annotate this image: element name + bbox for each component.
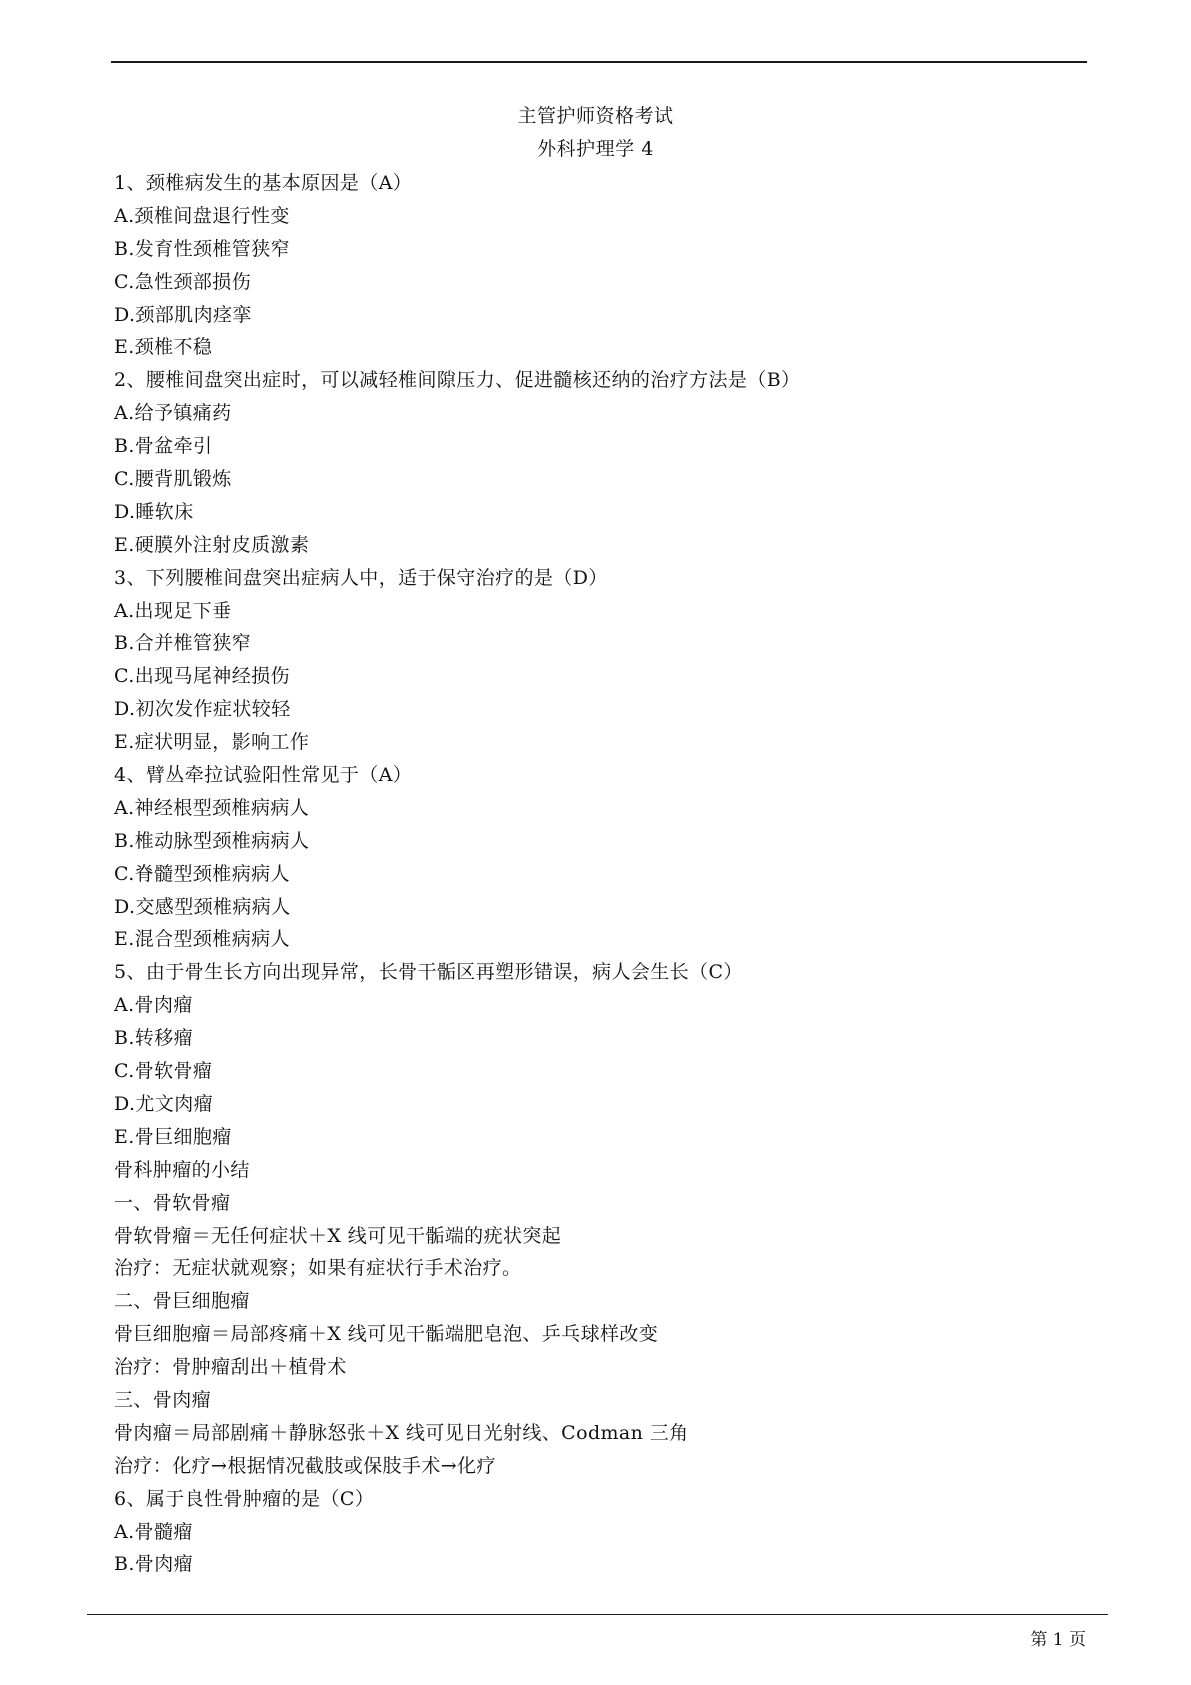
option-line: A.神经根型颈椎病病人 (114, 796, 310, 819)
text-line: 骨科肿瘤的小结 (114, 1158, 250, 1181)
option-line: C.骨软骨瘤 (114, 1060, 213, 1083)
option-line: A.颈椎间盘退行性变 (114, 204, 290, 227)
question-line: 6、属于良性骨肿瘤的是（C） (114, 1487, 375, 1510)
option-line: C.腰背肌锻炼 (114, 468, 232, 491)
option-line: C.出现马尾神经损伤 (114, 665, 290, 688)
treatment-line: 治疗：无症状就观察；如果有症状行手术治疗。 (114, 1257, 522, 1280)
treatment-line: 治疗：骨肿瘤刮出＋植骨术 (114, 1356, 347, 1379)
option-line: E.混合型颈椎病病人 (114, 928, 290, 951)
option-line: B.骨肉瘤 (114, 1553, 194, 1576)
option-line: B.合并椎管狭窄 (114, 632, 252, 655)
option-line: D.睡软床 (114, 500, 194, 523)
option-line: A.骨肉瘤 (114, 994, 193, 1017)
option-line: B.转移瘤 (114, 1027, 194, 1050)
option-line: E.硬膜外注射皮质激素 (114, 533, 310, 556)
section-heading: 三、骨肉瘤 (114, 1388, 212, 1411)
treatment-line: 治疗：化疗→根据情况截肢或保肢手术→化疗 (114, 1454, 496, 1477)
option-line: E.症状明显，影响工作 (114, 731, 310, 754)
option-line: D.尤文肉瘤 (114, 1092, 213, 1115)
header-rule (111, 61, 1087, 63)
option-line: B.椎动脉型颈椎病病人 (114, 829, 310, 852)
footer-rule (87, 1614, 1108, 1615)
option-line: B.骨盆牵引 (114, 435, 213, 458)
option-line: D.交感型颈椎病病人 (114, 895, 291, 918)
option-line: A.给予镇痛药 (114, 402, 232, 425)
document-title: 主管护师资格考试 (517, 105, 674, 127)
text-line: 骨软骨瘤＝无任何症状＋X 线可见干骺端的疣状突起 (114, 1224, 562, 1247)
page-number: 第 1 页 (1030, 1630, 1086, 1650)
text-line: 骨巨细胞瘤＝局部疼痛＋X 线可见干骺端肥皂泡、乒乓球样改变 (114, 1323, 659, 1346)
option-line: E.骨巨细胞瘤 (114, 1125, 232, 1148)
section-heading: 一、骨软骨瘤 (114, 1191, 231, 1214)
question-line: 4、臂丛牵拉试验阳性常见于（A） (114, 764, 413, 787)
option-line: E.颈椎不稳 (114, 336, 213, 359)
option-line: C.脊髓型颈椎病病人 (114, 862, 290, 885)
option-line: A.出现足下垂 (114, 599, 232, 622)
option-line: D.颈部肌肉痉挛 (114, 303, 252, 326)
section-heading: 二、骨巨细胞瘤 (114, 1290, 250, 1313)
document-body (114, 167, 1074, 1581)
option-line: A.骨髓瘤 (114, 1520, 193, 1543)
option-line: C.急性颈部损伤 (114, 270, 252, 293)
question-line: 3、下列腰椎间盘突出症病人中，适于保守治疗的是（D） (114, 566, 608, 589)
text-line: 骨肉瘤＝局部剧痛＋静脉怒张＋X 线可见日光射线、Codman 三角 (114, 1421, 689, 1444)
option-line: B.发育性颈椎管狭窄 (114, 237, 291, 260)
question-line: 5、由于骨生长方向出现异常，长骨干骺区再塑形错误，病人会生长（C） (114, 961, 743, 984)
option-line: D.初次发作症状较轻 (114, 698, 291, 721)
document-subtitle: 外科护理学 4 (537, 138, 654, 160)
question-line: 1、颈椎病发生的基本原因是（A） (114, 172, 413, 194)
question-line: 2、腰椎间盘突出症时，可以减轻椎间隙压力、促进髓核还纳的治疗方法是（B） (114, 369, 801, 392)
